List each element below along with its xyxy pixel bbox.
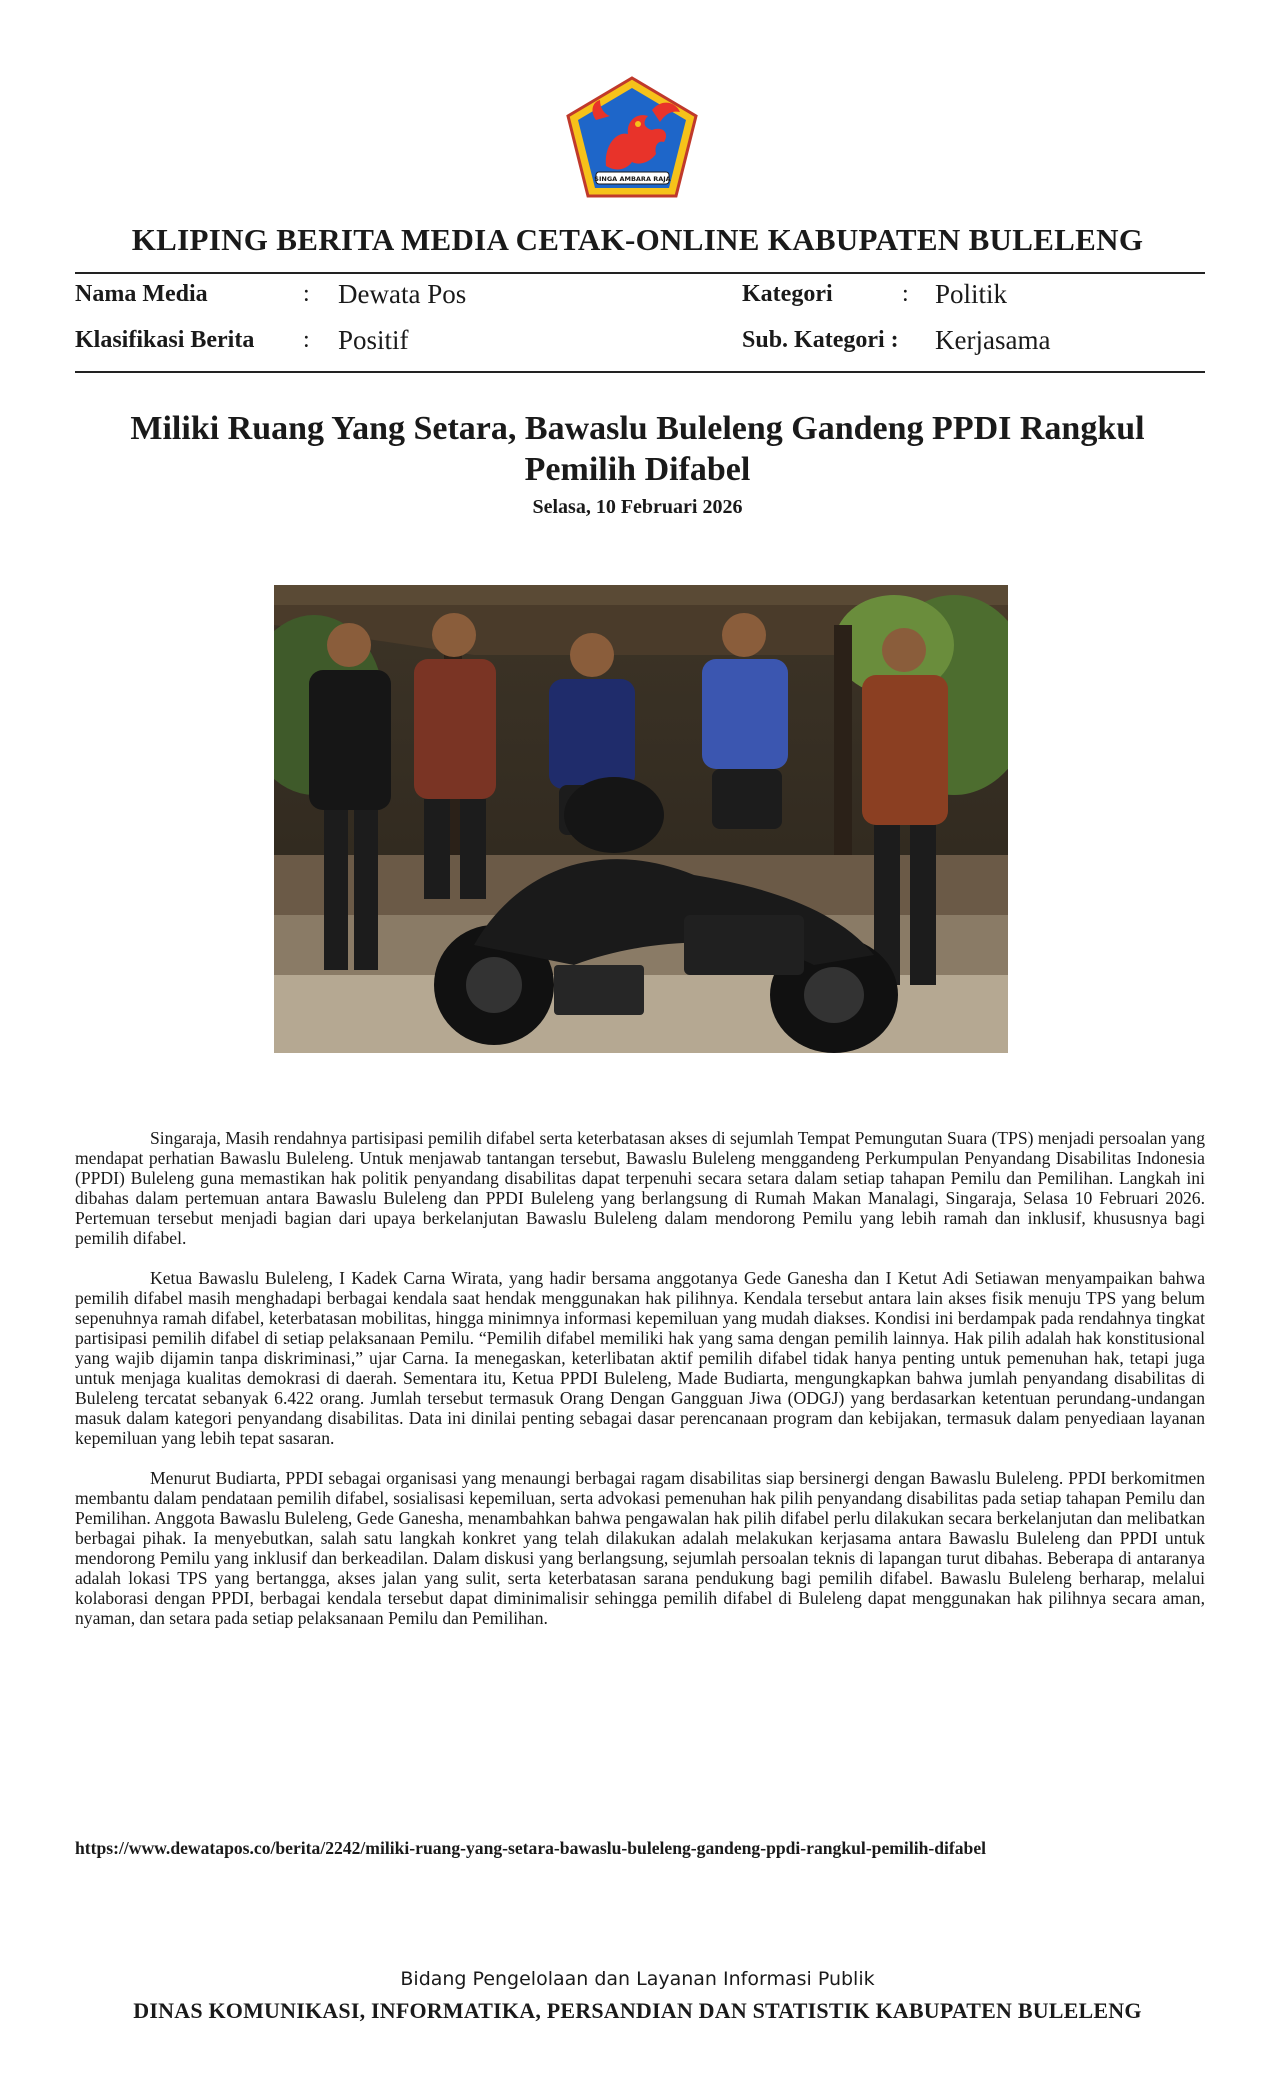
klasifikasi-value: Positif bbox=[338, 325, 409, 355]
article-paragraph: Singaraja, Masih rendahnya partisipasi pemilih difabel serta keterbatasan akses di sejumlah Tempat Pemungutan Suara (TPS) menjadi persoalan yang mendapat perhatian Bawaslu Buleleng. Untuk menjawab tantangan tersebut, Bawaslu Buleleng menggandeng Perkumpulan Penyandang Disabilitas Indonesia (PPDI) Buleleng guna memastikan hak politik penyandang disabilitas dapat terpenuhi secara setara dalam setiap tahapan Pemilu dan Pemilihan. Langkah ini dibahas dalam pertemuan antara Bawaslu Buleleng dan PPDI Buleleng yang berlangsung di Rumah Makan Manalagi, Singaraja, Selasa 10 Februari 2026. Pertemuan tersebut menjadi bagian dari upaya berkelanjutan Bawaslu Buleleng dalam mendorong Pemilu yang lebih ramah dan inklusif, khususnya bagi pemilih difabel. bbox=[75, 1128, 1205, 1248]
footer-agency: DINAS KOMUNIKASI, INFORMATIKA, PERSANDIAN DAN STATISTIK KABUPATEN BULELENG bbox=[133, 1998, 1142, 2023]
header-divider-bottom bbox=[75, 371, 1205, 373]
article-title-line-1: Miliki Ruang Yang Setara, Bawaslu Buleleng Gandeng PPDI Rangkul bbox=[130, 410, 1145, 447]
article-body bbox=[75, 1128, 1205, 1648]
media-label: Nama Media bbox=[75, 281, 208, 307]
article-title-line-2: Pemilih Difabel bbox=[524, 451, 751, 488]
header-divider-top bbox=[75, 272, 1205, 274]
subkategori-value: Kerjasama bbox=[935, 325, 1051, 355]
meta-row-2 bbox=[75, 327, 1205, 363]
footer-division: Bidang Pengelolaan dan Layanan Informasi Publik bbox=[400, 1968, 875, 1990]
article-paragraph: Menurut Budiarta, PPDI sebagai organisasi yang menaungi berbagai ragam disabilitas siap bersinergi dengan Bawaslu Buleleng. PPDI berkomitmen membantu dalam pendataan pemilih difabel, sosialisasi kepemiluan, serta advokasi pemenuhan hak pilih penyandang disabilitas pada setiap tahapan Pemilu dan Pemilihan. Anggota Bawaslu Buleleng, Gede Ganesha, menambahkan bahwa pengawalan hak pilih difabel perlu dilakukan secara berkelanjutan dan melibatkan berbagai pihak. Ia menyebutkan, salah satu langkah konkret yang telah dilakukan adalah melakukan kerjasama antara Bawaslu Buleleng dan PPDI untuk mendorong Pemilu yang inklusif dan berkeadilan. Dalam diskusi yang berlangsung, sejumlah persoalan teknis di lapangan turut dibahas. Beberapa di antaranya adalah lokasi TPS yang bertangga, akses jalan yang sulit, serta keterbatasan sarana pendukung bagi pemilih difabel. Bawaslu Buleleng berharap, melalui kolaborasi dengan PPDI, berbagai kendala tersebut dapat diminimalisir sehingga pemilih difabel di Buleleng dapat menggunakan hak pilihnya secara aman, nyaman, dan setara pada setiap pelaksanaan Pemilu dan Pemilihan. bbox=[75, 1468, 1205, 1628]
meta-row-1 bbox=[75, 281, 1205, 317]
logo-motto: SINGA AMBARA RAJA bbox=[594, 175, 671, 183]
document-header: KLIPING BERITA MEDIA CETAK-ONLINE KABUPATEN BULELENG bbox=[131, 222, 1144, 257]
kategori-value: Politik bbox=[935, 279, 1008, 309]
kategori-label: Kategori bbox=[742, 281, 833, 307]
source-url[interactable]: https://www.dewatapos.co/berita/2242/miliki-ruang-yang-setara-bawaslu-buleleng-gandeng-ppdi-rangkul-pemilih-difabel bbox=[75, 1838, 987, 1858]
article-title bbox=[75, 408, 1200, 490]
colon: : bbox=[902, 281, 909, 307]
article-photo bbox=[274, 585, 1008, 1053]
klasifikasi-label: Klasifikasi Berita bbox=[75, 327, 255, 353]
regency-logo bbox=[566, 76, 699, 200]
article-date: Selasa, 10 Februari 2026 bbox=[532, 496, 743, 518]
media-value: Dewata Pos bbox=[338, 279, 467, 309]
article-paragraph: Ketua Bawaslu Buleleng, I Kadek Carna Wirata, yang hadir bersama anggotanya Gede Ganesha dan I Ketut Adi Setiawan menyampaikan bahwa pemilih difabel masih menghadapi berbagai kendala saat hendak menggunakan hak pilihnya. Kendala tersebut antara lain akses fisik menuju TPS yang belum sepenuhnya ramah difabel, keterbatasan mobilitas, hingga minimnya informasi kepemiluan yang mudah diakses. Kondisi ini berdampak pada rendahnya tingkat partisipasi pemilih difabel di setiap pelaksanaan Pemilu. “Pemilih difabel memiliki hak yang sama dengan pemilih lainnya. Hak pilih adalah hak konstitusional yang wajib dijamin tanpa diskriminasi,” ujar Carna. Ia menegaskan, keterlibatan aktif pemilih difabel tidak hanya penting untuk pemenuhan hak, tetapi juga untuk menjaga kualitas demokrasi di daerah. Sementara itu, Ketua PPDI Buleleng, Made Budiarta, mengungkapkan bahwa jumlah penyandang disabilitas di Buleleng tercatat sebanyak 6.422 orang. Jumlah tersebut termasuk Orang Dengan Gangguan Jiwa (ODGJ) yang berdasarkan ketentuan perundang-undangan masuk dalam kategori penyandang disabilitas. Data ini dinilai penting sebagai dasar perencanaan program dan kebijakan, termasuk dalam penyediaan layanan kepemiluan yang lebih tepat sasaran. bbox=[75, 1268, 1205, 1448]
colon: : bbox=[303, 281, 310, 307]
subkategori-label: Sub. Kategori : bbox=[742, 327, 899, 353]
colon: : bbox=[303, 327, 310, 353]
